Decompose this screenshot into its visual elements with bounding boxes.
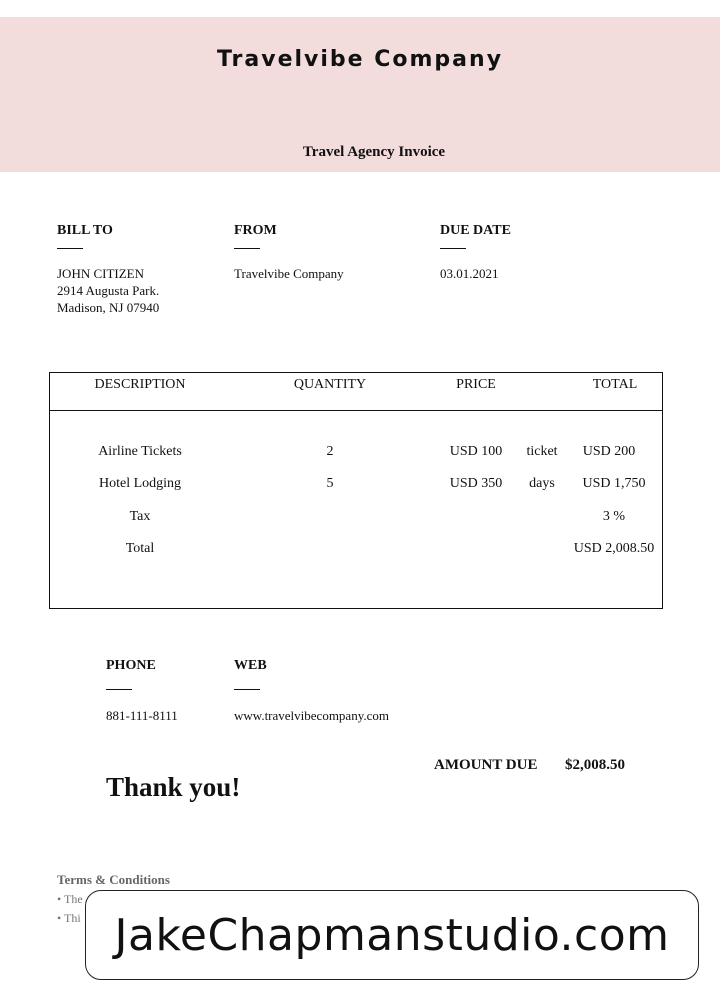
web-heading: WEB bbox=[234, 658, 267, 673]
row-1-price: USD 100 bbox=[449, 444, 503, 459]
due-date-rule bbox=[440, 248, 466, 249]
phone-rule bbox=[106, 689, 132, 690]
due-date-details bbox=[440, 265, 511, 282]
row-1-unit: ticket bbox=[526, 444, 558, 459]
amount-due-value: $2,008.50 bbox=[565, 757, 625, 773]
row-1-quantity: 2 bbox=[326, 444, 334, 459]
row-2-description: Hotel Lodging bbox=[98, 476, 182, 491]
bill-to-address-line2: Madison, NJ 07940 bbox=[57, 300, 160, 315]
row-2-total: USD 1,750 bbox=[582, 476, 646, 491]
from-details bbox=[234, 265, 344, 282]
terms-item-2: • Thi bbox=[57, 911, 81, 925]
phone-value: 881-111-8111 bbox=[106, 708, 178, 723]
web-rule bbox=[234, 689, 260, 690]
bill-to-section bbox=[57, 223, 159, 316]
row-2-price: USD 350 bbox=[449, 476, 503, 491]
watermark-banner bbox=[85, 890, 699, 980]
bill-to-details bbox=[57, 265, 159, 316]
header-quantity: QUANTITY bbox=[293, 377, 367, 392]
items-table bbox=[49, 372, 663, 609]
bill-to-rule bbox=[57, 248, 83, 249]
due-date-value: 03.01.2021 bbox=[440, 266, 499, 281]
bill-to-name: JOHN CITIZEN bbox=[57, 266, 145, 281]
row-3-total: 3 % bbox=[602, 509, 626, 524]
phone-heading: PHONE bbox=[106, 658, 156, 673]
from-rule bbox=[234, 248, 260, 249]
row-4-description: Total bbox=[125, 541, 155, 556]
from-section bbox=[234, 223, 344, 282]
table-header-divider bbox=[50, 410, 662, 411]
row-4-total: USD 2,008.50 bbox=[573, 541, 655, 556]
row-1-description: Airline Tickets bbox=[98, 444, 182, 459]
terms-item-1: • The bbox=[57, 892, 83, 906]
bill-to-address-line1: 2914 Augusta Park. bbox=[57, 283, 160, 298]
terms-title: Terms & Conditions bbox=[57, 872, 170, 887]
from-name: Travelvibe Company bbox=[234, 266, 344, 281]
row-1-total: USD 200 bbox=[582, 444, 636, 459]
header-price: PRICE bbox=[456, 377, 496, 392]
row-3-description: Tax bbox=[129, 509, 151, 524]
web-value: www.travelvibecompany.com bbox=[234, 708, 389, 723]
due-date-section bbox=[440, 223, 511, 282]
header-total: TOTAL bbox=[592, 377, 638, 392]
from-heading: FROM bbox=[234, 223, 277, 238]
row-2-unit: days bbox=[529, 476, 555, 491]
header-description: DESCRIPTION bbox=[94, 377, 186, 392]
thank-you-message: Thank you! bbox=[106, 772, 241, 802]
watermark-text: JakeChapmanstudio.com bbox=[114, 909, 670, 961]
due-date-heading: DUE DATE bbox=[440, 223, 511, 238]
row-2-quantity: 5 bbox=[326, 476, 334, 491]
invoice-subtitle: Travel Agency Invoice bbox=[302, 144, 446, 160]
company-title: Travelvibe Company bbox=[216, 47, 504, 72]
bill-to-heading: BILL TO bbox=[57, 223, 113, 238]
amount-due-label: AMOUNT DUE bbox=[434, 757, 538, 773]
